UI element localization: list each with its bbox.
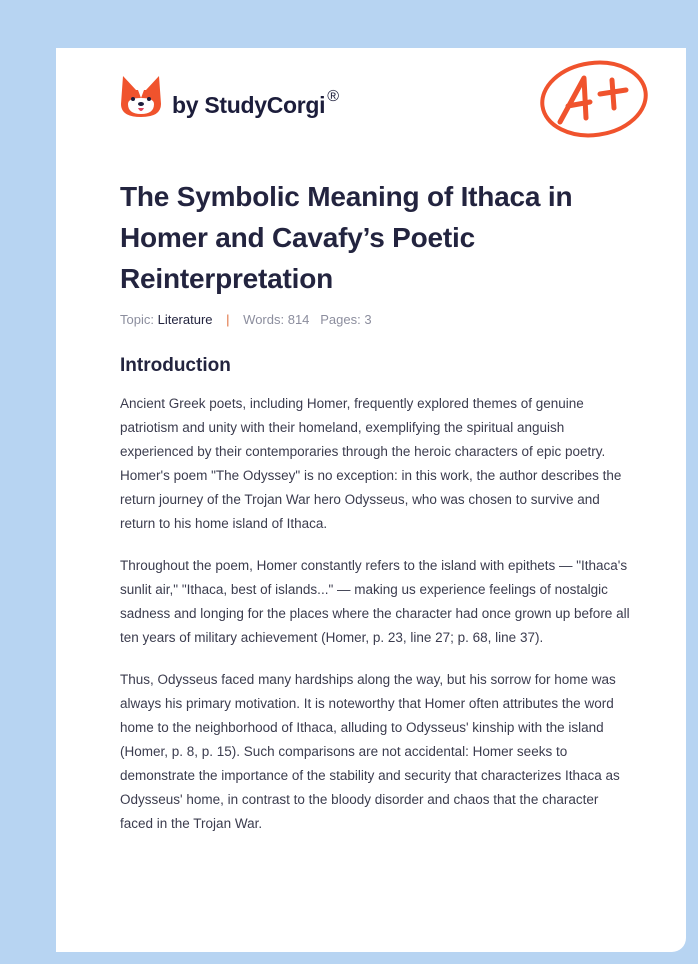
topic-link[interactable]: Literature [157, 312, 213, 327]
studycorgi-logo[interactable] [120, 74, 339, 120]
words-count: 814 [287, 312, 310, 327]
article-meta [120, 312, 372, 327]
brand-name: by StudyCorgi ® [172, 87, 339, 118]
article-title: The Symbolic Meaning of Ithaca in Homer and Cavafy’s Poetic Reinterpretation [120, 181, 573, 294]
words-label: Words: [243, 312, 285, 327]
corgi-icon [120, 74, 162, 120]
registered-mark: ® [327, 87, 339, 105]
topic-label: Topic: [120, 312, 154, 327]
document-card [56, 48, 686, 952]
paragraph-2: Throughout the poem, Homer constantly refers to the island with epithets — "Ithaca's sunlit air," "Ithaca, best of islands..." — making us experience feelings of nostalgic sadness and longing for the places where the character had once grown up before all ten years of military achievement (Homer, p. 23, line 27; p. 68, line 37). [120, 558, 630, 645]
pages-count: 3 [364, 312, 372, 327]
pages-label: Pages: [320, 312, 361, 327]
meta-separator: | [226, 312, 230, 327]
section-heading-introduction: Introduction [120, 355, 231, 376]
paragraph-3: Thus, Odysseus faced many hardships along the way, but his sorrow for home was always his primary motivation. It is noteworthy that Homer often attributes the word home to the neighborhood of Ithaca, alluding to Odysseus' kinship with the island (Homer, p. 8, p. 15). Such comparisons are not accidental: Homer seeks to demonstrate the importance of the stability and security that characterizes Ithaca as Odysseus' home, in contrast to the bloody disorder and chaos that the character faced in the Trojan War. [120, 672, 620, 831]
paragraph-1: Ancient Greek poets, including Homer, frequently explored themes of genuine patriotism and unity with their homeland, exemplifying the spiritual anguish experienced by their contemporaries through the heroic characters of epic poetry. Homer's poem "The Odyssey" is no exception: in this work, the author describes the return journey of the Trojan War hero Odysseus, who was chosen to survive and return to his home island of Ithaca. [120, 396, 622, 531]
a-plus-badge-icon [538, 56, 650, 140]
article-body [120, 392, 630, 854]
